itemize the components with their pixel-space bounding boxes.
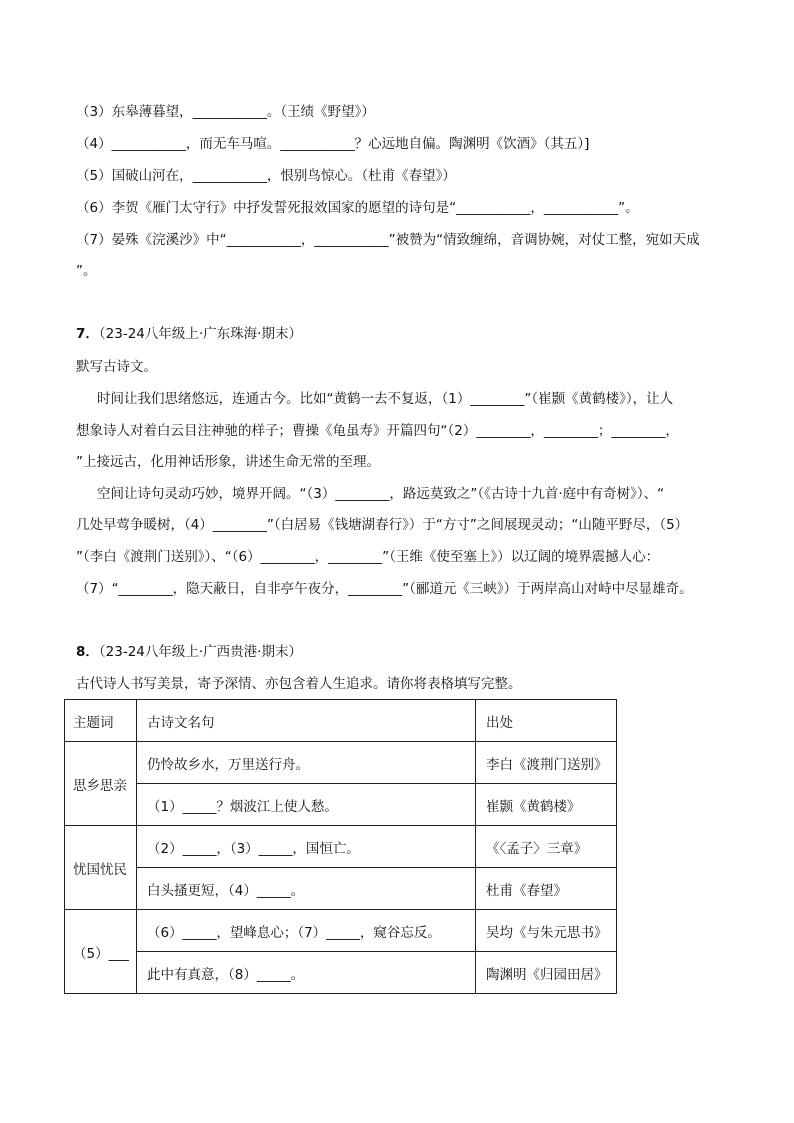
poetry-table [64,699,617,994]
q6-item-7: （7）晏殊《浣溪沙》中“___________，___________”被赞为“情致缠绵，音调协婉，对仗工整，宛如天成 [76,232,700,248]
table-row [65,952,617,994]
source-cell: 杜甫《春望》 [476,868,617,910]
q6-item-7-end: ”。 [76,263,97,279]
table-row [65,826,617,868]
verse-cell: 白头搔更短，（4）_____。 [137,868,476,910]
q7-paragraph-line: 几处早莺争暖树，（4）________”（白居易《钱塘湖春行》）于“方寸”之间展现灵动；“山随平野尽，（5） [76,517,689,533]
q7-paragraph-line: ”上接远古，化用神话形象，讲述生命无常的至理。 [76,454,380,470]
q7-paragraph-line: 空间让诗句灵动巧妙，境界开阔。“（3）________，路远莫致之”（《古诗十九首·庭中有奇树》）、“ [97,486,665,502]
source-cell: 李白《渡荆门送别》 [476,742,617,784]
q6-item-5: （5）国破山河在，___________，恨别鸟惊心。（杜甫《春望》） [76,168,456,184]
q8-number: 8． [76,644,99,660]
q7-source: （23-24八年级上·广东珠海·期末） [98,326,302,342]
q7-paragraph-line: （7）“________，隐天蔽日，自非亭午夜分，________”（郦道元《三峡》）于两岸高山对峙中尽显雄奇。 [76,581,693,597]
q7-paragraph-line: ”（李白《渡荆门送别》）、“（6）________，________”（王维《使至塞上》）以辽阔的境界震撼人心： [76,549,660,565]
q6-item-3: （3）东皋薄暮望，___________。（王绩《野望》） [76,104,375,120]
source-cell: 吴均《与朱元思书》 [476,910,617,952]
q7-paragraph-line: 想象诗人对着白云目注神驰的样子；曹操《龟虽寿》开篇四句“（2）________，________；________， [76,423,679,439]
q6-item-4: （4）___________，而无车马喧。___________？心远地自偏。陶渊明《饮酒》（其五）] [76,136,590,152]
verse-cell: （1）_____？烟波江上使人愁。 [137,784,476,826]
table-row [65,742,617,784]
table-header-row [65,700,617,742]
header-verse: 古诗文名句 [137,700,476,742]
table-row [65,784,617,826]
source-cell: 崔颢《黄鹤楼》 [476,784,617,826]
q7-number: 7． [76,326,99,342]
source-cell: 陶渊明《归园田居》 [476,952,617,994]
table-row [65,868,617,910]
theme-cell: （5）___ [65,910,137,994]
q8-source: （23-24八年级上·广西贵港·期末） [98,644,302,660]
q7-heading [76,324,302,344]
q7-instruction: 默写古诗文。 [76,359,157,375]
verse-cell: （2）_____，（3）_____，国恒亡。 [137,826,476,868]
verse-cell: 仍怜故乡水，万里送行舟。 [137,742,476,784]
table-row [65,910,617,952]
source-cell: 《〈孟子〉三章》 [476,826,617,868]
verse-cell: （6）_____，望峰息心；（7）_____，窥谷忘反。 [137,910,476,952]
q7-paragraph-line: 时间让我们思绪悠远，连通古今。比如“黄鹤一去不复返，（1）________”（崔颢《黄鹤楼》），让人 [97,391,674,407]
header-source: 出处 [476,700,617,742]
q6-item-6: （6）李贺《雁门太守行》中抒发誓死报效国家的愿望的诗句是“___________，___________”。 [76,200,639,216]
verse-cell: 此中有真意，（8）_____。 [137,952,476,994]
q8-heading [76,642,302,662]
q8-instruction: 古代诗人书写美景，寄予深情、亦包含着人生追求。请你将表格填写完整。 [76,676,522,692]
theme-cell: 忧国忧民 [65,826,137,910]
theme-cell: 思乡思亲 [65,742,137,826]
header-theme: 主题词 [65,700,137,742]
